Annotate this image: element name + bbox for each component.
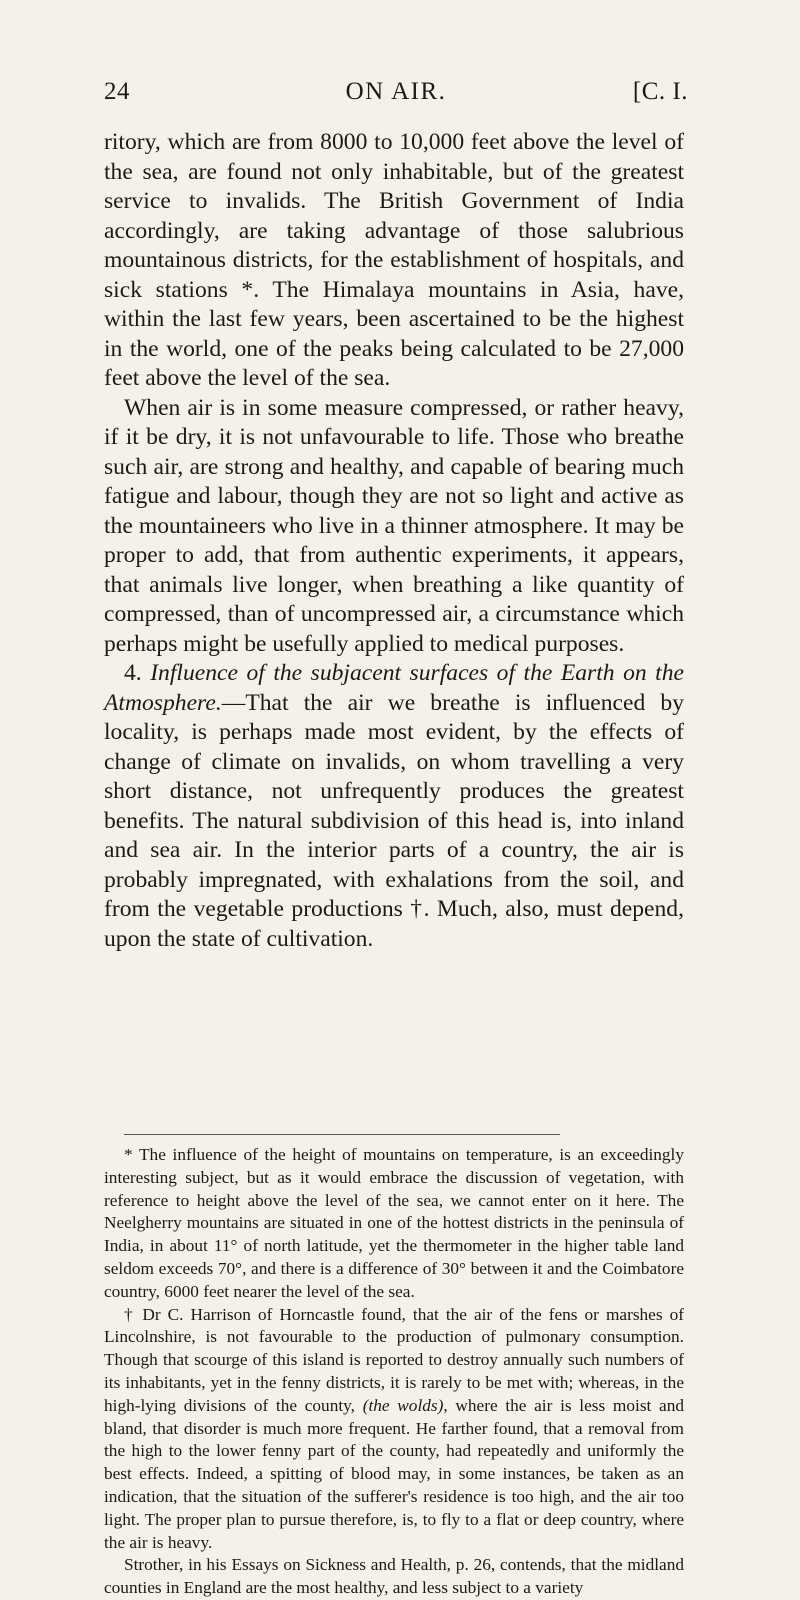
section-text: —That the air we breathe is influenced by locality, is perhaps made most evident, by the effects of change of climate on invalids, on whom travelling a very short distance, not unfrequently produces the greatest benefits. The natural subdivision of this head is, into inland and sea air. In the interior parts of a country, the air is probably impregnated, with exhalations from the soil, and from the vegetable productions †. Much, also, must depend, upon the state of cultivation. [104,689,684,952]
footnote-mountains-temperature: * The influence of the height of mountains on temperature, is an exceedingly interesting subject, but as it would embrace the discussion of vegetation, with reference to height above the level of the sea, we cannot enter on it here. The Neelgherry mountains are situated in one of the hottest districts in the peninsula of India, in about 11° of north latitude, yet the thermometer in the higher table land seldom exceeds 70°, and there is a difference of 30° between it and the Coimbatore country, 6000 feet nearer the level of the sea. [104,1145,684,1301]
section-heading: Influence of the subjacent surfaces of the Earth on the Atmosphere. [104,660,684,716]
footnote-harrison [104,1304,684,1555]
running-title: ON AIR. [345,78,447,105]
page-header [104,78,688,112]
footnote-strother: Strother, in his Essays on Sickness and Health, p. 26, contends, that the midland counties in England are the most healthy, and less subject to a variety [104,1555,684,1598]
footnote-harrison-text-b: , where the air is less moist and bland, that disorder is much more frequent. He farther found, that a removal from the high to the lower fenny part of the county, had repeatedly and uniformly the best effects. Indeed, a spitting of blood may, in some instances, be taken as an indication, that the situation of the sufferer's residence is too high, and the air too light. The proper plan to pursue therefore, is, to fly to a flat or deep country, where the air is heavy. [104,1395,685,1552]
paragraph-subjacent-surfaces [104,659,684,954]
footnotes [104,1144,684,1600]
main-text [104,128,684,954]
footnote-divider [124,1134,560,1135]
paragraph-mountains: ritory, which are from 8000 to 10,000 feet above the level of the sea, are found not only inhabitable, but of the greatest service to invalids. The British Government of India accordingly, are taking advantage of those salubrious mountainous districts, for the establishment of hospitals, and sick stations *. The Himalaya mountains in Asia, have, within the last few years, been ascertained to be the highest in the world, one of the peaks being calculated to be 27,000 feet above the level of the sea. [104,129,684,391]
footnote-harrison-wolds: (the wolds) [362,1395,444,1415]
footnote-harrison-text-a: † Dr C. Harrison of Horncastle found, that the air of the fens or marshes of Lincolnshire, is not favourable to the production of pulmonary consumption. Though that scourge of this island is reported to destroy annually such numbers of its inhabitants, yet in the fenny districts, it is rarely to be met with; whereas, in the high-lying divisions of the county, [104,1304,684,1415]
paragraph-compressed-air: When air is in some measure compressed, or rather heavy, if it be dry, it is not unfavourable to life. Those who breathe such air, are strong and healthy, and capable of bearing much fatigue and labour, though they are not so light and active as the mountaineers who live in a thinner atmosphere. It may be proper to add, that from authentic experiments, it appears, that animals live longer, when breathing a like quantity of compressed, than of uncompressed air, a circumstance which perhaps might be usefully applied to medical purposes. [104,394,684,657]
page-number: 24 [104,78,130,105]
chapter-marker: [C. I. [632,78,688,105]
section-number: 4. [124,660,142,686]
